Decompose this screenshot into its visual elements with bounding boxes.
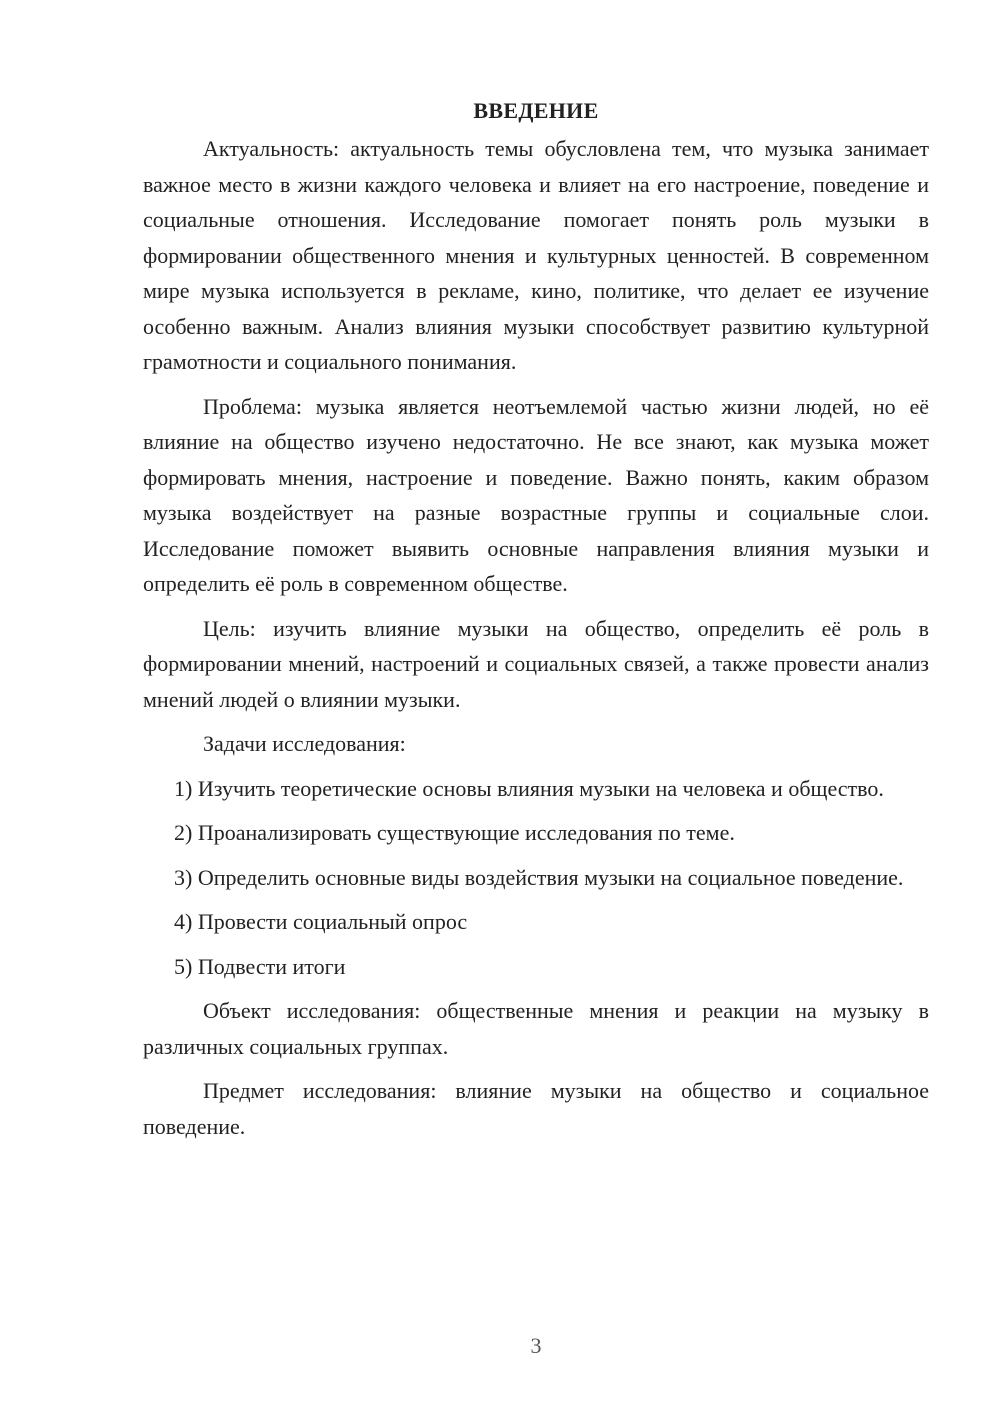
goal-paragraph: Цель: изучить влияние музыки на общество, определить её роль в формировании мнений, настроений и социальных связей, а также провести анализ мнений людей о влиянии музыки.: [143, 615, 929, 712]
task-item-3: 3) Определить основные виды воздействия музыки на социальное поведение.: [174, 864, 904, 890]
task-item-2: 2) Проанализировать существующие исследования по теме.: [174, 820, 735, 845]
problem-paragraph: Проблема: музыка является неотъемлемой частью жизни людей, но её влияние на общество изучено недостаточно. Не все знают, как музыка может формировать мнения, настроение и поведение. Важно понять, каким образом музыка воздействует на разные возрастные группы и социальные слои. Исследование поможет выявить основные направления влияния музыки и определить её роль в современном обществе.: [143, 393, 929, 596]
tasks-heading: Задачи исследования:: [203, 731, 406, 756]
task-item-4: 4) Провести социальный опрос: [174, 909, 468, 934]
task-item-1: 1) Изучить теоретические основы влияния музыки на человека и общество.: [174, 775, 884, 801]
task-item-5: 5) Подвести итоги: [174, 953, 346, 979]
page-title: ВВЕДЕНИЕ: [473, 98, 599, 123]
subject-paragraph: Предмет исследования: влияние музыки на общество и социальное поведение.: [143, 1078, 929, 1139]
document-page: [143, 95, 929, 1153]
relevance-paragraph: Актуальность: актуальность темы обусловлена тем, что музыка занимает важное место в жизни каждого человека и влияет на его настроение, поведение и социальные отношения. Исследование помогает понять роль музыки в формировании общественного мнения и культурных ценностей. В современном мире музыка используется в рекламе, кино, политике, что делает ее изучение особенно важным. Анализ влияния музыки способствует развитию культурной грамотности и социального понимания.: [143, 136, 929, 374]
object-paragraph: Объект исследования: общественные мнения и реакции на музыку в различных социальных группах.: [143, 998, 929, 1059]
page-number: 3: [530, 1333, 542, 1358]
